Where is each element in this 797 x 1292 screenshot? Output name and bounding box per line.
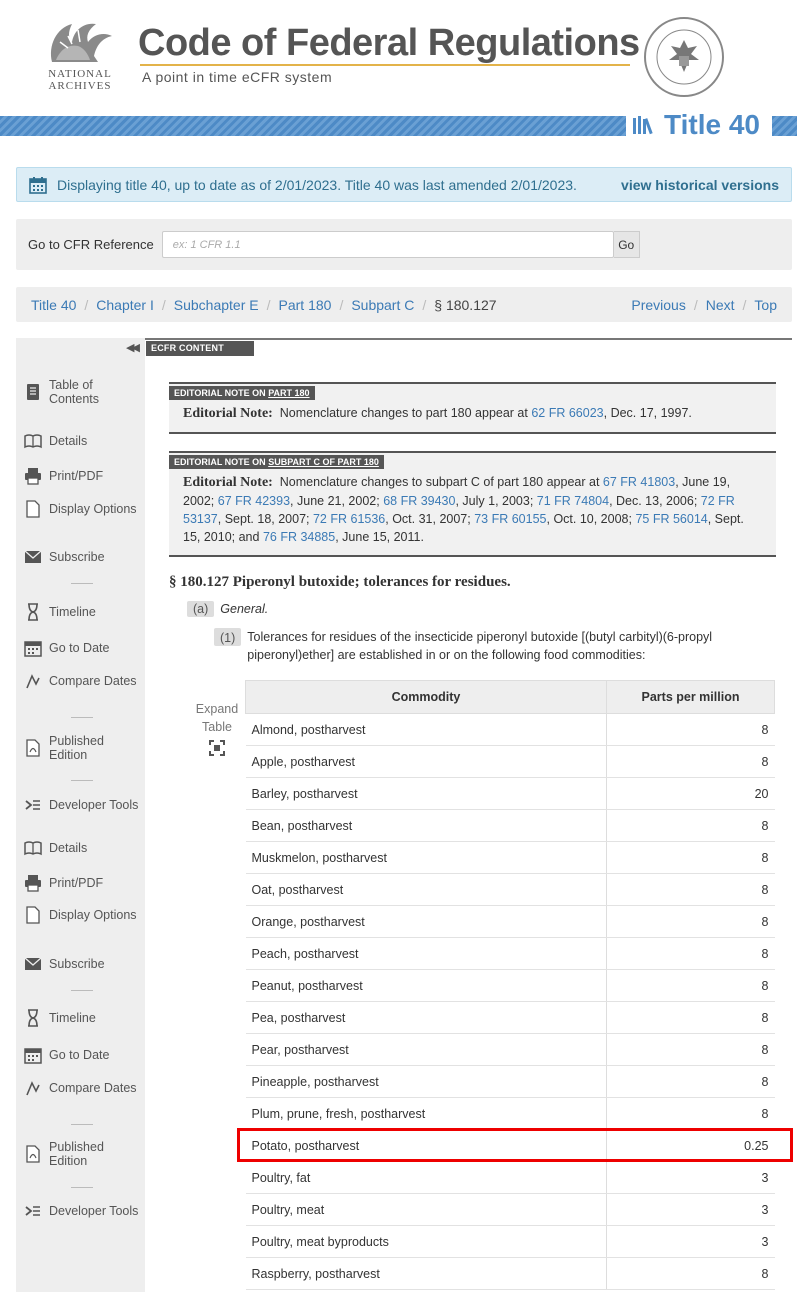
- ppm-cell: 8: [607, 810, 775, 842]
- editorial-note-header: EDITORIAL NOTE ON PART 180: [169, 386, 315, 400]
- ppm-cell: 3: [607, 1226, 775, 1258]
- envelope-icon: [24, 548, 42, 566]
- table-row: [246, 1258, 775, 1290]
- nara-seal-icon: [643, 16, 725, 98]
- sidebar-item-published-edition[interactable]: [24, 734, 142, 762]
- site-title[interactable]: Code of Federal Regulations: [138, 22, 640, 64]
- sidebar-item-label: Compare Dates: [49, 674, 137, 688]
- table-row: [246, 970, 775, 1002]
- ppm-cell: 8: [607, 746, 775, 778]
- section-navigation: [631, 297, 777, 313]
- book-icon: [24, 839, 42, 857]
- hourglass-icon: [24, 1009, 42, 1027]
- ppm-cell: 20: [607, 778, 775, 810]
- sidebar-divider: [71, 990, 93, 991]
- sidebar-item-display-options[interactable]: [24, 906, 142, 924]
- expand-label: Expand: [195, 702, 239, 716]
- calendar-icon: [29, 176, 47, 194]
- sidebar-divider: [71, 1124, 93, 1125]
- sidebar-item-developer-tools[interactable]: [24, 796, 142, 814]
- commodity-cell: Almond, postharvest: [246, 714, 607, 746]
- sidebar-item-label: Subscribe: [49, 957, 105, 971]
- fr-citation-link[interactable]: 68 FR 39430: [383, 494, 456, 508]
- column-header-commodity: Commodity: [246, 681, 607, 714]
- sidebar-item-label: Print/PDF: [49, 876, 104, 890]
- ppm-cell: 8: [607, 970, 775, 1002]
- table-row: [246, 874, 775, 906]
- fr-citation-link[interactable]: 62 FR 66023: [531, 406, 604, 420]
- table-row: [246, 938, 775, 970]
- sidebar-item-table-of-contents[interactable]: [24, 378, 142, 406]
- breadcrumb-separator: /: [84, 296, 89, 313]
- title-number: Title 40: [664, 109, 760, 140]
- printer-icon: [24, 874, 42, 892]
- site-header: [0, 0, 797, 138]
- paragraph-1-text: Tolerances for residues of the insecticide piperonyl butoxide [(butyl carbityl)(6-propyl piperonyl)ether] are established in or on the following food commodities:: [247, 630, 713, 662]
- breadcrumb-separator: /: [266, 296, 271, 313]
- goto-cfr-reference-bar: [16, 219, 792, 270]
- sidebar-item-label: Published Edition: [49, 734, 104, 762]
- book-icon: [24, 432, 42, 450]
- archives-logo-text: NATIONAL ARCHIVES: [48, 68, 112, 92]
- sidebar-item-label: Details: [49, 841, 88, 855]
- fr-citation-link[interactable]: 67 FR 42393: [217, 494, 291, 508]
- envelope-icon: [24, 955, 42, 973]
- fr-citation-link[interactable]: 67 FR 41803: [602, 475, 676, 489]
- paragraph-a-1: [214, 628, 754, 664]
- breadcrumb-separator: /: [161, 296, 166, 313]
- table-row: [246, 778, 775, 810]
- editorial-note-header: EDITORIAL NOTE ON SUBPART C OF PART 180: [169, 455, 384, 469]
- ppm-cell: 8: [607, 1258, 775, 1290]
- commodity-cell: Peanut, postharvest: [246, 970, 607, 1002]
- editorial-note-body: Editorial Note: Nomenclature changes to part 180 appear at 62 FR 66023, Dec. 17, 1997.: [183, 406, 692, 421]
- commodity-cell: Poultry, meat: [246, 1194, 607, 1226]
- fr-citation-link[interactable]: 75 FR 56014: [635, 512, 708, 526]
- calendar-icon: [24, 639, 42, 657]
- title-badge: [632, 108, 760, 142]
- tolerance-table: [245, 680, 775, 1290]
- title-rule: [140, 64, 630, 66]
- sidebar-divider: [71, 780, 93, 781]
- commodity-cell: Pineapple, postharvest: [246, 1066, 607, 1098]
- ppm-cell: 8: [607, 1034, 775, 1066]
- paragraph-a-number[interactable]: (a): [187, 601, 214, 617]
- goto-label: Go to CFR Reference: [28, 237, 154, 252]
- table-row: [246, 1162, 775, 1194]
- header-stripe-right: [772, 116, 797, 136]
- table-row: [246, 1098, 775, 1130]
- table-row: [246, 1034, 775, 1066]
- ppm-cell: 8: [607, 906, 775, 938]
- sidebar-item-compare-dates[interactable]: [24, 672, 142, 690]
- table-row: [246, 714, 775, 746]
- editorial-note-label: Editorial Note:: [183, 475, 273, 490]
- sidebar-item-timeline[interactable]: [24, 603, 142, 621]
- sidebar-item-subscribe[interactable]: [24, 548, 142, 566]
- paragraph-a: [187, 601, 268, 617]
- cfr-reference-input[interactable]: [162, 231, 614, 258]
- nav-separator: /: [693, 296, 698, 313]
- breadcrumb-separator: /: [422, 296, 427, 313]
- sidebar-item-print-pdf[interactable]: [24, 874, 142, 892]
- commodity-cell: Orange, postharvest: [246, 906, 607, 938]
- table-row: [246, 1226, 775, 1258]
- breadcrumb-current-section: § 180.127: [434, 296, 497, 313]
- sidebar-item-label: Timeline: [49, 1011, 96, 1025]
- sidebar-item-label: Developer Tools: [49, 798, 139, 812]
- commodity-cell: Potato, postharvest: [246, 1130, 607, 1162]
- pdf-icon: [24, 1145, 42, 1163]
- view-historical-versions-link[interactable]: view historical versions: [621, 176, 779, 193]
- nav-separator: /: [742, 296, 747, 313]
- column-header-ppm: Parts per million: [607, 681, 775, 714]
- table-row: [246, 1002, 775, 1034]
- printer-icon: [24, 467, 42, 485]
- sidebar-item-label: Print/PDF: [49, 469, 104, 483]
- commodity-cell: Peach, postharvest: [246, 938, 607, 970]
- sidebar: [16, 338, 145, 1292]
- sidebar-item-label: Go to Date: [49, 641, 110, 655]
- sidebar-item-compare-dates[interactable]: [24, 1079, 142, 1097]
- editorial-note-body: Editorial Note: Nomenclature changes to subpart C of part 180 appear at 67 FR 41803, June 19, 2002; 67 FR 42393, June 21, 2002; 68 FR 39430, July 1, 2003; 71 FR 74804, Dec. 13, 2006; 72 FR 53137, Sept. 18, 2007; 72 FR 61536, Oct. 31, 2007; 73 FR 60155, Oct. 10, 2008; 75 FR 56014, Sept. 15, 2010; and 76 FR 34885, June 15, 2011.: [183, 475, 744, 544]
- table-row: [246, 810, 775, 842]
- subpart-c-link[interactable]: SUBPART C OF PART 180: [268, 457, 379, 467]
- commodity-cell: Poultry, meat byproducts: [246, 1226, 607, 1258]
- part-180-link[interactable]: PART 180: [268, 388, 310, 398]
- sidebar-item-subscribe[interactable]: [24, 955, 142, 973]
- sidebar-item-print-pdf[interactable]: [24, 467, 142, 485]
- sidebar-item-label: Published Edition: [49, 1140, 104, 1168]
- breadcrumb: [16, 287, 792, 322]
- commodity-cell: Plum, prune, fresh, postharvest: [246, 1098, 607, 1130]
- ppm-cell: 8: [607, 842, 775, 874]
- sidebar-item-timeline[interactable]: [24, 1009, 142, 1027]
- breadcrumb-part[interactable]: Part 180: [278, 296, 332, 313]
- editorial-note-subpart: [169, 451, 776, 557]
- expand-label: Table: [202, 720, 232, 734]
- sidebar-item-label: Details: [49, 434, 88, 448]
- code-icon: [24, 796, 42, 814]
- sidebar-item-go-to-date[interactable]: [24, 1046, 142, 1064]
- sidebar-item-developer-tools[interactable]: [24, 1202, 142, 1220]
- commodity-cell: Bean, postharvest: [246, 810, 607, 842]
- sidebar-item-label: Table of Contents: [49, 378, 100, 406]
- document-list-icon: [24, 383, 42, 401]
- commodity-cell: Pear, postharvest: [246, 1034, 607, 1066]
- breadcrumb-separator: /: [339, 296, 344, 313]
- calendar-icon: [24, 1046, 42, 1064]
- sidebar-item-label: Developer Tools: [49, 1204, 139, 1218]
- table-row: [246, 906, 775, 938]
- ppm-cell: 8: [607, 1098, 775, 1130]
- ppm-cell: 8: [607, 938, 775, 970]
- breadcrumb-title[interactable]: Title 40: [31, 296, 77, 313]
- breadcrumb-subpart[interactable]: Subpart C: [351, 296, 415, 313]
- content-top-rule: [145, 338, 792, 340]
- fr-citation-link[interactable]: 72 FR 53137: [183, 494, 735, 526]
- page-icon: [24, 906, 42, 924]
- books-icon: [632, 115, 656, 135]
- commodity-cell: Oat, postharvest: [246, 874, 607, 906]
- fr-citation-link[interactable]: 72 FR 61536: [312, 512, 386, 526]
- sidebar-item-label: Go to Date: [49, 1048, 110, 1062]
- sidebar-item-details[interactable]: [24, 432, 142, 450]
- sidebar-divider: [71, 1187, 93, 1188]
- compare-icon: [24, 672, 42, 690]
- fr-citation-link[interactable]: 73 FR 60155: [474, 512, 547, 526]
- currency-alert: [16, 167, 792, 202]
- paragraph-a-heading: General.: [220, 602, 269, 616]
- code-icon: [24, 1202, 42, 1220]
- sidebar-item-go-to-date[interactable]: [24, 639, 142, 657]
- commodity-cell: Muskmelon, postharvest: [246, 842, 607, 874]
- double-chevron-left-icon[interactable]: ◀◀: [126, 342, 137, 354]
- table-row: [246, 746, 775, 778]
- ppm-cell: 3: [607, 1194, 775, 1226]
- ppm-cell: 8: [607, 1002, 775, 1034]
- paragraph-1-number[interactable]: (1): [214, 628, 241, 646]
- page-icon: [24, 500, 42, 518]
- commodity-cell: Barley, postharvest: [246, 778, 607, 810]
- fr-citation-link[interactable]: 71 FR 74804: [536, 494, 610, 508]
- editorial-note-part: [169, 382, 776, 434]
- top-link[interactable]: Top: [754, 296, 777, 313]
- sidebar-item-published-edition[interactable]: [24, 1140, 142, 1168]
- fr-citation-link[interactable]: 76 FR 34885: [262, 530, 336, 544]
- commodity-cell: Pea, postharvest: [246, 1002, 607, 1034]
- commodity-cell: Apple, postharvest: [246, 746, 607, 778]
- editorial-note-label: Editorial Note:: [183, 406, 273, 421]
- section-heading: § 180.127 Piperonyl butoxide; tolerances for residues.: [169, 574, 511, 590]
- sidebar-item-label: Compare Dates: [49, 1081, 137, 1095]
- ppm-cell: 8: [607, 714, 775, 746]
- ppm-cell: 8: [607, 874, 775, 906]
- ecfr-content-tab: ECFR CONTENT: [146, 341, 254, 356]
- sidebar-item-label: Display Options: [49, 502, 137, 516]
- next-link[interactable]: Next: [705, 296, 735, 313]
- highlight-box: [237, 1128, 793, 1162]
- go-button[interactable]: Go: [614, 231, 640, 258]
- site-subtitle: A point in time eCFR system: [142, 69, 333, 85]
- hourglass-icon: [24, 603, 42, 621]
- pdf-icon: [24, 739, 42, 757]
- sidebar-divider: [71, 717, 93, 718]
- table-row: [246, 1066, 775, 1098]
- ppm-cell: 0.25: [607, 1130, 775, 1162]
- sidebar-divider: [71, 583, 93, 584]
- table-header-row: [246, 681, 775, 714]
- currency-message: Displaying title 40, up to date as of 2/01/2023. Title 40 was last amended 2/01/2023.: [57, 176, 577, 193]
- sidebar-item-label: Timeline: [49, 605, 96, 619]
- table-row: [246, 1194, 775, 1226]
- breadcrumb-chapter[interactable]: Chapter I: [96, 296, 154, 313]
- sidebar-item-label: Subscribe: [49, 550, 105, 564]
- ppm-cell: 3: [607, 1162, 775, 1194]
- sidebar-item-display-options[interactable]: [24, 500, 142, 518]
- header-stripe: [0, 116, 626, 136]
- compare-icon: [24, 1079, 42, 1097]
- expand-icon: [209, 740, 225, 756]
- table-row: [246, 842, 775, 874]
- ppm-cell: 8: [607, 1066, 775, 1098]
- sidebar-item-details[interactable]: [24, 839, 142, 857]
- breadcrumb-subchapter[interactable]: Subchapter E: [173, 296, 259, 313]
- previous-link[interactable]: Previous: [631, 296, 686, 313]
- commodity-cell: Poultry, fat: [246, 1162, 607, 1194]
- sidebar-item-label: Display Options: [49, 908, 137, 922]
- commodity-cell: Raspberry, postharvest: [246, 1258, 607, 1290]
- expand-table-button[interactable]: [190, 700, 244, 756]
